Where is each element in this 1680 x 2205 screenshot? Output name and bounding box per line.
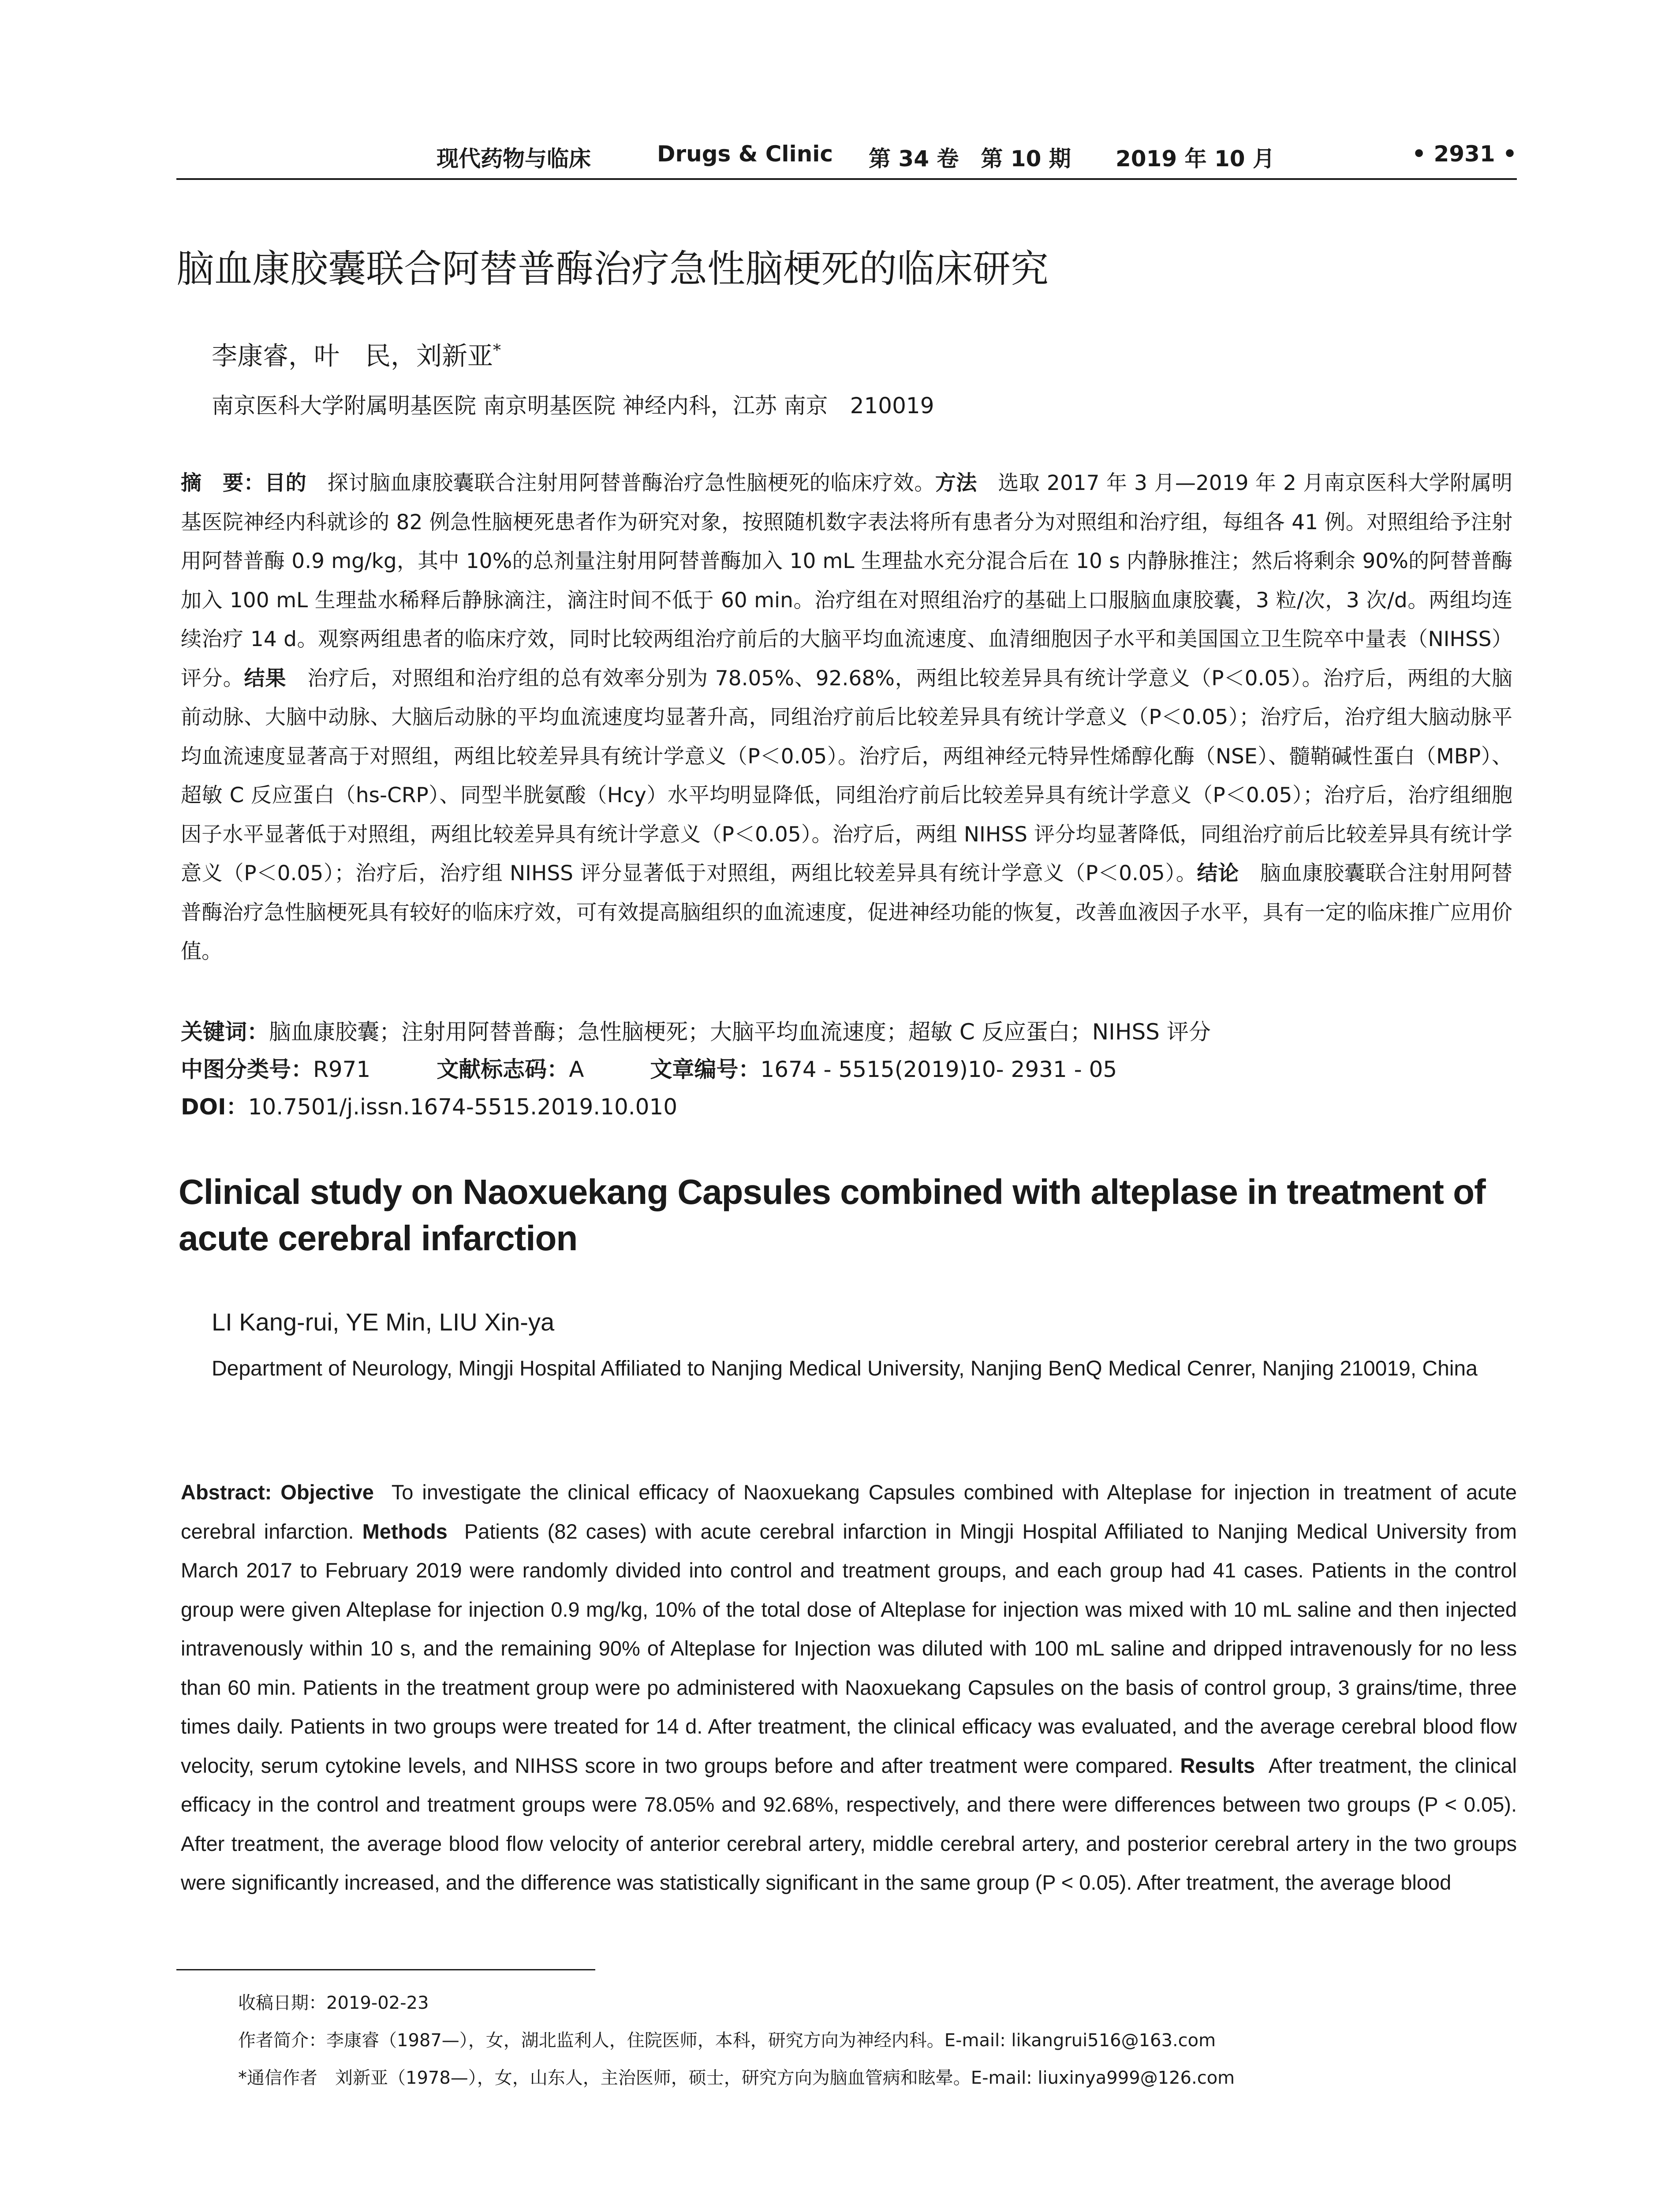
- doc-code: A: [569, 1057, 584, 1082]
- objective-label-cn: 目的: [265, 471, 307, 495]
- footnote-corresponding-author: *通信作者 刘新亚（1978—），女，山东人，主治医师，硕士，研究方向为脑血管病和眩晕。E-mail: liuxinya999@126.com: [238, 2068, 1235, 2088]
- volume-issue: 第 34 卷 第 10 期: [869, 146, 1071, 172]
- affiliation-en: Department of Neurology, Mingji Hospital Affiliated to Nanjing Medical University, Nanjing BenQ Medical Cenrer, Nanjing 210019, China: [212, 1357, 1478, 1380]
- journal-name-en: Drugs & Clinic: [657, 141, 833, 167]
- classification-line: [181, 1052, 1117, 1084]
- keywords-label-cn: 关键词：: [181, 1019, 269, 1045]
- running-header: [176, 141, 1517, 176]
- keywords-cn: [181, 1014, 1211, 1046]
- abstract-label-cn: 摘 要：: [181, 471, 265, 495]
- doi-value[interactable]: 10.7501/j.issn.1674-5515.2019.10.010: [248, 1094, 678, 1120]
- doi-label: DOI：: [181, 1094, 248, 1120]
- affiliation-cn: 南京医科大学附属明基医院 南京明基医院 神经内科，江苏 南京 210019: [212, 393, 934, 419]
- objective-text-cn: 探讨脑血康胶囊联合注射用阿替普酶治疗急性脑梗死的临床疗效。: [327, 471, 935, 495]
- results-label-en: Results: [1180, 1753, 1255, 1777]
- abstract-label-en: Abstract:: [181, 1480, 272, 1504]
- issue-date: 2019 年 10 月: [1116, 146, 1275, 172]
- authors-cn: [212, 335, 501, 372]
- doc-code-label: 文献标志码：: [437, 1057, 569, 1082]
- footnote-rule: [176, 1969, 595, 1970]
- doi-line: [181, 1089, 677, 1121]
- objective-text-en: To investigate the clinical efficacy of Naoxuekang Capsules combined with Alteplase for injection in treatment of acute cerebral infarction.: [181, 1480, 1517, 1543]
- abstract-en: [181, 1473, 1517, 1902]
- article-number: 1674 - 5515(2019)10- 2931 - 05: [760, 1057, 1117, 1082]
- page-number: • 2931 •: [1412, 141, 1517, 167]
- keywords-text-cn: 脑血康胶囊；注射用阿替普酶；急性脑梗死；大脑平均血流速度；超敏 C 反应蛋白；NIHSS 评分: [269, 1019, 1211, 1045]
- footnote-received-date: 收稿日期：2019-02-23: [238, 1993, 429, 2013]
- methods-label-en: Methods: [362, 1519, 448, 1543]
- author-names-cn: 李康睿，叶 民，刘新亚: [212, 341, 493, 371]
- conclusion-text-cn: 脑血康胶囊联合注射用阿替普酶治疗急性脑梗死具有较好的临床疗效，可有效提高脑组织的血流速度，促进神经功能的恢复，改善血液因子水平，具有一定的临床推广应用价值。: [181, 861, 1513, 964]
- corresponding-mark: *: [493, 341, 501, 360]
- results-text-cn: 治疗后，对照组和治疗组的总有效率分别为 78.05%、92.68%，两组比较差异具有统计学意义（P＜0.05）。治疗后，两组的大脑前动脉、大脑中动脉、大脑后动脉的平均血流速度均显著升高，同组治疗前后比较差异具有统计学意义（P＜0.05）；治疗后，治疗组大脑动脉平均血流速度显著高于对照组，两组比较差异具有统计学意义（P＜0.05）。治疗后，两组神经元特异性烯醇化酶（NSE）、髓鞘碱性蛋白（MBP）、超敏 C 反应蛋白（hs-CRP）、同型半胱氨酸（Hcy）水平均明显降低，同组治疗前后比较差异具有统计学意义（P＜0.05）；治疗后，治疗组细胞因子水平显著低于对照组，两组比较差异具有统计学意义（P＜0.05）。治疗后，两组 NIHSS 评分均显著降低，同组治疗前后比较差异具有统计学意义（P＜0.05）；治疗后，治疗组 NIHSS 评分显著低于对照组，两组比较差异具有统计学意义（P＜0.05）。: [181, 666, 1513, 886]
- methods-text-cn: 选取 2017 年 3 月—2019 年 2 月南京医科大学附属明基医院神经内科就诊的 82 例急性脑梗死患者作为研究对象，按照随机数字表法将所有患者分为对照组和治疗组，每组各 41 例。对照组给予注射用阿替普酶 0.9 mg/kg，其中 10%的总剂量注射用阿替普酶加入 10 mL 生理盐水充分混合后在 10 s 内静脉推注；然后将剩余 90%的阿替普酶加入 100 mL 生理盐水稀释后静脉滴注，滴注时间不低于 60 min。治疗组在对照组治疗的基础上口服脑血康胶囊，3 粒/次，3 次/d。两组均连续治疗 14 d。观察两组患者的临床疗效，同时比较两组治疗前后的大脑平均血流速度、血清细胞因子水平和美国国立卫生院卒中量表（NIHSS）评分。: [181, 471, 1513, 691]
- results-label-cn: 结果: [244, 666, 287, 691]
- clc-number: R971: [313, 1057, 371, 1082]
- objective-label-en: Objective: [280, 1480, 374, 1504]
- methods-text-en: Patients (82 cases) with acute cerebral infarction in Mingji Hospital Affiliated to Nanjing Medical University from March 2017 to February 2019 were randomly divided into control and treatment groups, and each group had 41 cases. Patients in the control group were given Alteplase for injection 0.9 mg/kg, 10% of the total dose of Alteplase for injection was mixed with 10 mL saline and then injected intravenously within 10 s, and the remaining 90% of Alteplase for Injection was diluted with 100 mL saline and dripped intravenously for no less than 60 min. Patients in the treatment group were po administered with Naoxuekang Capsules on the basis of control group, 3 grains/time, three times daily. Patients in two groups were treated for 14 d. After treatment, the clinical efficacy was evaluated, and the average cerebral blood flow velocity, serum cytokine levels, and NIHSS score in two groups before and after treatment were compared.: [181, 1519, 1517, 1777]
- authors-en: LI Kang-rui, YE Min, LIU Xin-ya: [212, 1308, 555, 1336]
- footnote-author-bio: 作者简介：李康睿（1987—），女，湖北监利人，住院医师，本科，研究方向为神经内科。E-mail: likangrui516@163.com: [238, 2030, 1216, 2051]
- article-title-en: Clinical study on Naoxuekang Capsules combined with alteplase in treatment of acute cerebral infarction: [179, 1172, 1486, 1258]
- results-text-en: After treatment, the clinical efficacy in the control and treatment groups were 78.05% and 92.68%, respectively, and there were differences between two groups (P < 0.05). After treatment, the average blood flow velocity of anterior cerebral artery, middle cerebral artery, and posterior cerebral artery in the two groups were significantly increased, and the difference was statistically significant in the same group (P < 0.05). After treatment, the average blood: [181, 1753, 1517, 1894]
- article-number-label: 文章编号：: [650, 1057, 761, 1082]
- journal-name-cn: 现代药物与临床: [437, 146, 591, 172]
- conclusion-label-cn: 结论: [1197, 861, 1239, 886]
- methods-label-cn: 方法: [935, 471, 977, 495]
- abstract-cn: [181, 464, 1512, 972]
- clc-label: 中图分类号：: [181, 1057, 313, 1082]
- article-title-cn: 脑血康胶囊联合阿替普酶治疗急性脑梗死的临床研究: [176, 247, 1049, 291]
- header-rule: [176, 178, 1517, 180]
